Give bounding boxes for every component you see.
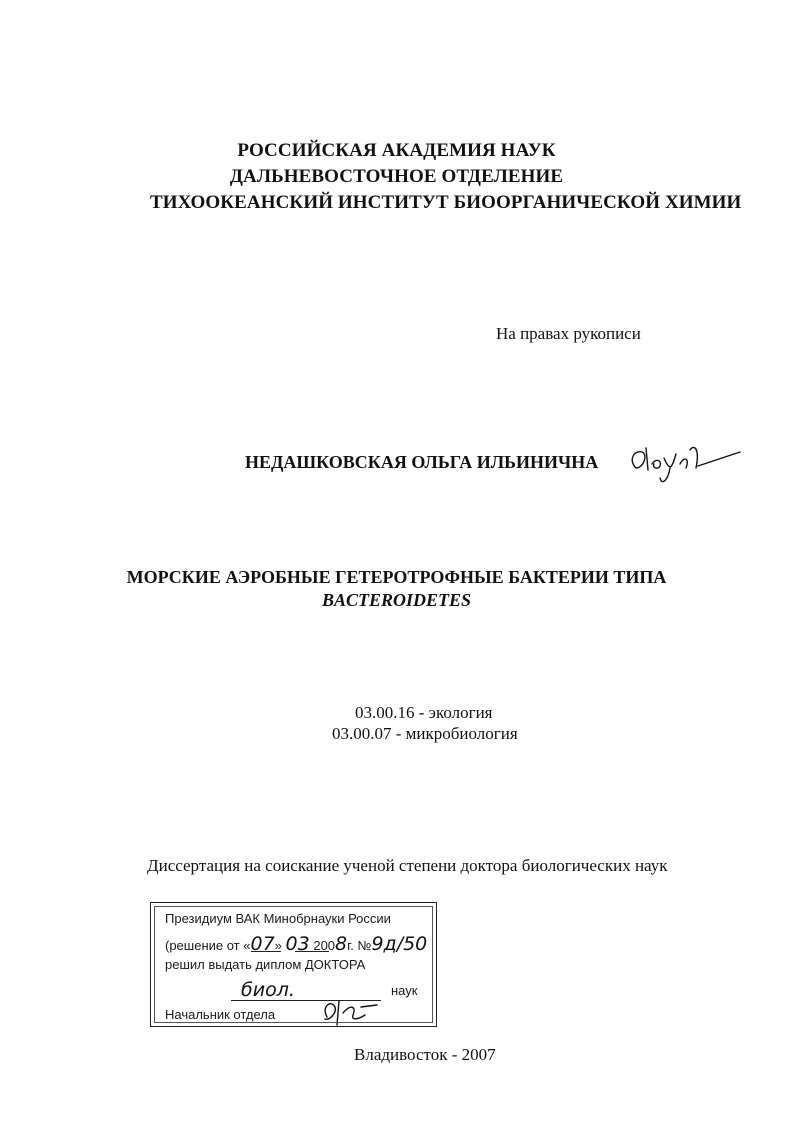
field-underline (231, 1000, 381, 1001)
vak-stamp (150, 902, 437, 1027)
branch-name: ДАЛЬНЕВОСТОЧНОЕ ОТДЕЛЕНИЕ (229, 166, 564, 187)
stamp-day: 07 (250, 933, 275, 955)
head-signature (317, 995, 387, 1027)
stamp-month: 03 (285, 933, 310, 955)
stamp-field-handwritten: биол. (241, 979, 295, 1001)
author-signature (624, 438, 742, 488)
degree-statement: Диссертация на соискание ученой степени доктора биологических наук (147, 856, 668, 875)
institute-name: ТИХООКЕАНСКИЙ ИНСТИТУТ БИООРГАНИЧЕСКОЙ ХИМИИ (150, 192, 742, 213)
stamp-nauk: наук (391, 983, 418, 998)
stamp-number: 9д/50 (371, 933, 428, 955)
dissertation-title-line2: BACTEROIDETES (321, 590, 472, 610)
stamp-line-diploma: решил выдать диплом ДОКТОРА (165, 957, 366, 972)
dissertation-title-line1: МОРСКИЕ АЭРОБНЫЕ ГЕТЕРОТРОФНЫЕ БАКТЕРИИ ТИПА (126, 567, 667, 587)
specialty-ecology: 03.00.16 - экология (355, 703, 493, 722)
city-year: Владивосток - 2007 (354, 1045, 496, 1064)
day-underline (251, 951, 281, 952)
month-underline (295, 951, 329, 952)
specialty-microbiology: 03.00.07 - микробиология (332, 724, 518, 743)
stamp-year-digit: 8 (335, 933, 348, 955)
academy-name: РОССИЙСКАЯ АКАДЕМИЯ НАУК (237, 140, 556, 161)
manuscript-note: На правах рукописи (496, 324, 641, 343)
stamp-line-decision: (решение от «07» 03 2008г. №9д/50 (165, 933, 428, 955)
stamp-line-presidium: Президиум ВАК Минобрнауки России (165, 911, 391, 926)
author-name: НЕДАШКОВСКАЯ ОЛЬГА ИЛЬИНИЧНА (245, 452, 599, 472)
stamp-line-head: Начальник отдела (165, 1007, 276, 1022)
